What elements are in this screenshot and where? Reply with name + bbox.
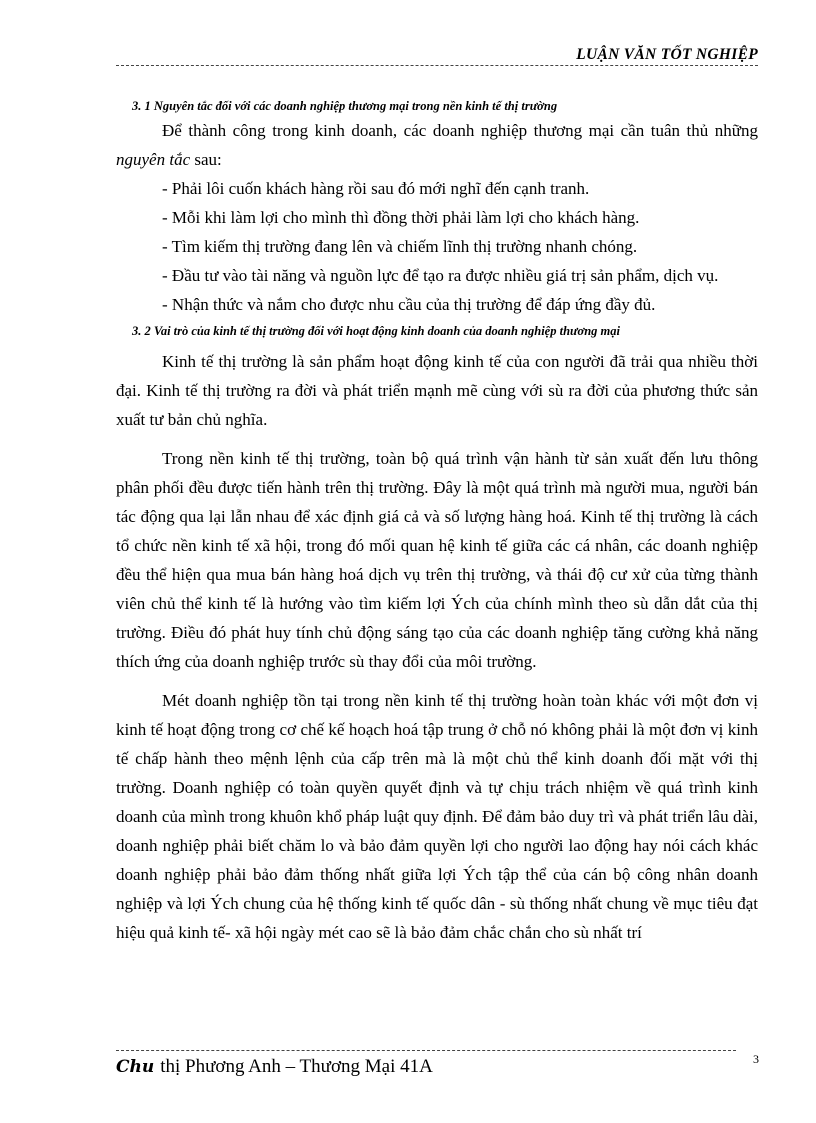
list-item: - Tìm kiếm thị trường đang lên và chiếm lĩnh thị trường nhanh chóng.: [162, 237, 638, 256]
body-paragraph: Kinh tế thị trường là sản phẩm hoạt động kinh tế của con người đã trải qua nhiều thời đại. Kinh tế thị trường ra đời và phát triển mạnh mẽ cùng với sù ra đời của phương thức sản xuất tư bản chủ nghĩa.: [116, 352, 758, 429]
list-item: - Đầu tư vào tài năng và nguồn lực để tạo ra được nhiều giá trị sản phẩm, dịch vụ.: [162, 266, 719, 285]
running-footer: [116, 1056, 433, 1078]
list-item: - Nhận thức và nắm cho được nhu cầu của thị trường để đáp ứng đầy đủ.: [162, 295, 656, 314]
running-header-title: LUẬN VĂN TỐT NGHIỆP: [576, 46, 758, 63]
body-paragraph: Trong nền kinh tế thị trường, toàn bộ quá trình vận hành từ sản xuất đến lưu thông phân phối đều được tiến hành trên thị trường. Đây là một quá trình mà người mua, người bán tác động qua lại lẫn nhau để xác định giá cả và số lượng hàng hoá. Kinh tế thị trường là cách tổ chức nền kinh tế xã hội, trong đó mối quan hệ kinh tế giữa các cá nhân, các doanh nghiệp đều thể hiện qua mua bán hàng hoá dịch vụ trên thị trường, và thái độ cư xử của từng thành viên chủ thể kinh tế là hướng vào tìm kiếm lợi Ých của chính mình theo sù dẫn dắt của thị trường. Điều đó phát huy tính chủ động sáng tạo của các doanh nghiệp tăng cường khả năng thích ứng của doanh nghiệp trước sù thay đổi của môi trường.: [116, 449, 758, 671]
body-paragraph: Mét doanh nghiệp tồn tại trong nền kinh tế thị trường hoàn toàn khác với một đơn vị kinh tế hoạt động trong cơ chế kế hoạch hoá tập trung ở chỗ nó không phải là một đơn vị kinh tế chấp hành theo mệnh lệnh của cấp trên mà là một chủ thể kinh doanh đối mặt với thị trường. Doanh nghiệp có toàn quyền quyết định và tự chịu trách nhiệm về quá trình kinh doanh của mình trong khuôn khổ pháp luật quy định. Để đảm bảo duy trì và phát triển lâu dài, doanh nghiệp phải biết chăm lo và bảo đảm quyền lợi cho người lao động hay nói cách khác doanh nghiệp phải bảo đảm thống nhất giữa lợi Ých tập thể của cán bộ công nhân doanh nghiệp và lợi Ých chung của hệ thống kinh tế quốc dân - sù thống nhất chung về mục tiêu đạt hiệu quả kinh tế- xã hội ngày mét cao sẽ là bảo đảm chắc chắn cho sù nhất trí: [116, 691, 758, 942]
footer-divider: [116, 1050, 736, 1051]
header-divider: [116, 65, 758, 66]
list-item: - Phải lôi cuốn khách hàng rồi sau đó mới nghĩ đến cạnh tranh.: [162, 179, 590, 198]
section-intro-paragraph: [116, 116, 758, 174]
page-number: 3: [753, 1052, 759, 1066]
intro-emphasis: nguyên tắc: [116, 150, 191, 169]
intro-text-before: Để thành công trong kinh doanh, các doanh nghiệp thương mại cần tuân thủ những: [162, 121, 758, 140]
footer-author-text: thị Phương Anh – Thương Mại 41A: [160, 1056, 433, 1077]
footer-author-initial: Chu: [116, 1057, 155, 1077]
section-heading-3-1: 3. 1 Nguyên tắc đối với các doanh nghiệp thương mại trong nền kinh tế thị trường: [132, 99, 558, 113]
page-body: [116, 92, 758, 947]
intro-text-after: sau:: [190, 150, 222, 169]
list-item: - Mỗi khi làm lợi cho mình thì đồng thời phải làm lợi cho khách hàng.: [162, 208, 640, 227]
section-heading-3-2: 3. 2 Vai trò của kinh tế thị trường đối với hoạt động kinh doanh của doanh nghiệp thương mại: [132, 324, 621, 338]
